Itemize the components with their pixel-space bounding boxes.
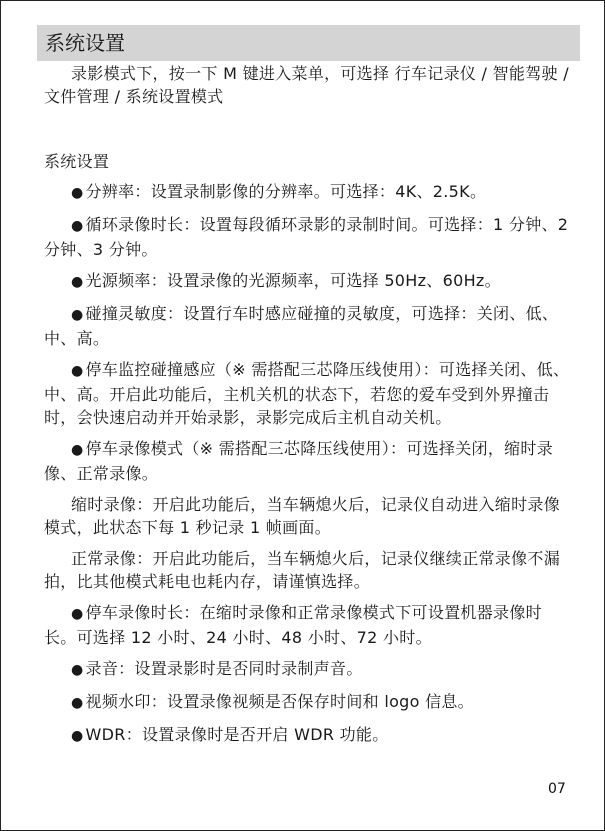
content-body <box>44 62 574 756</box>
list-item-text: 视频水印：设置录像视频是否保存时间和 logo 信息。 <box>85 692 474 711</box>
list-item-text: 停车监控碰撞感应（※ 需搭配三芯降压线使用）：可选择关闭、低、中、高。开启此功能后，主机关机的状态下，若您的爱车受到外界撞击时，会快速启动并开始录影，录影完成后主机自动关机。 <box>44 360 570 427</box>
bullet-icon: ● <box>71 307 84 323</box>
list-item-text: WDR：设置录像时是否开启 WDR 功能。 <box>85 725 389 744</box>
list-item <box>44 657 574 682</box>
list-item-text: 停车录像模式（※ 需搭配三芯降压线使用）：可选择关闭，缩时录像、正常录像。 <box>44 439 554 483</box>
bullet-icon: ● <box>71 218 84 234</box>
list-item <box>44 358 574 429</box>
list-item <box>44 601 574 649</box>
list-item-text: 光源频率：设置录像的光源频率，可选择 50Hz、60Hz。 <box>85 271 501 290</box>
page-title: 系统设置 <box>45 31 125 55</box>
list-item <box>44 302 574 350</box>
list-item <box>44 213 574 261</box>
header-bar <box>37 25 580 61</box>
section-heading: 系统设置 <box>44 152 110 171</box>
list-item-text: 停车录像时长：在缩时录像和正常录像模式下可设置机器录像时长。可选择 12 小时、24 小时、48 小时、72 小时。 <box>44 603 542 647</box>
bullet-icon: ● <box>71 274 84 290</box>
bullet-icon: ● <box>71 363 84 379</box>
list-item-text: 录音：设置录影时是否同时录制声音。 <box>85 659 363 678</box>
list-item-text: 碰撞灵敏度：设置行车时感应碰撞的灵敏度，可选择：关闭、低、中、高。 <box>44 304 559 348</box>
note-paragraph: 缩时录像：开启此功能后，当车辆熄火后，记录仪自动进入缩时录像模式，此状态下每 1 秒记录 1 帧画面。 <box>44 495 561 537</box>
page-number: 07 <box>548 781 566 797</box>
list-item <box>44 180 574 205</box>
note-paragraph: 正常录像：开启此功能后，当车辆熄火后，记录仪继续正常录像不漏拍，比其他模式耗电也耗内存，请谨慎选择。 <box>44 549 561 591</box>
bullet-icon: ● <box>71 695 84 711</box>
list-item <box>44 437 574 485</box>
list-item <box>44 723 574 748</box>
list-item-text: 分辨率：设置录制影像的分辨率。可选择：4K、2.5K。 <box>85 182 487 201</box>
intro-paragraph: 录影模式下，按一下 M 键进入菜单，可选择 行车记录仪 / 智能驾驶 / 文件管理 / 系统设置模式 <box>44 64 569 106</box>
bullet-icon: ● <box>71 728 84 744</box>
list-item <box>44 269 574 294</box>
bullet-icon: ● <box>71 662 84 678</box>
bullet-icon: ● <box>71 442 84 458</box>
list-item-text: 循环录像时长：设置每段循环录影的录制时间。可选择：1 分钟、2 分钟、3 分钟。 <box>44 215 569 259</box>
bullet-icon: ● <box>71 185 84 201</box>
bullet-icon: ● <box>71 606 84 622</box>
list-item <box>44 690 574 715</box>
